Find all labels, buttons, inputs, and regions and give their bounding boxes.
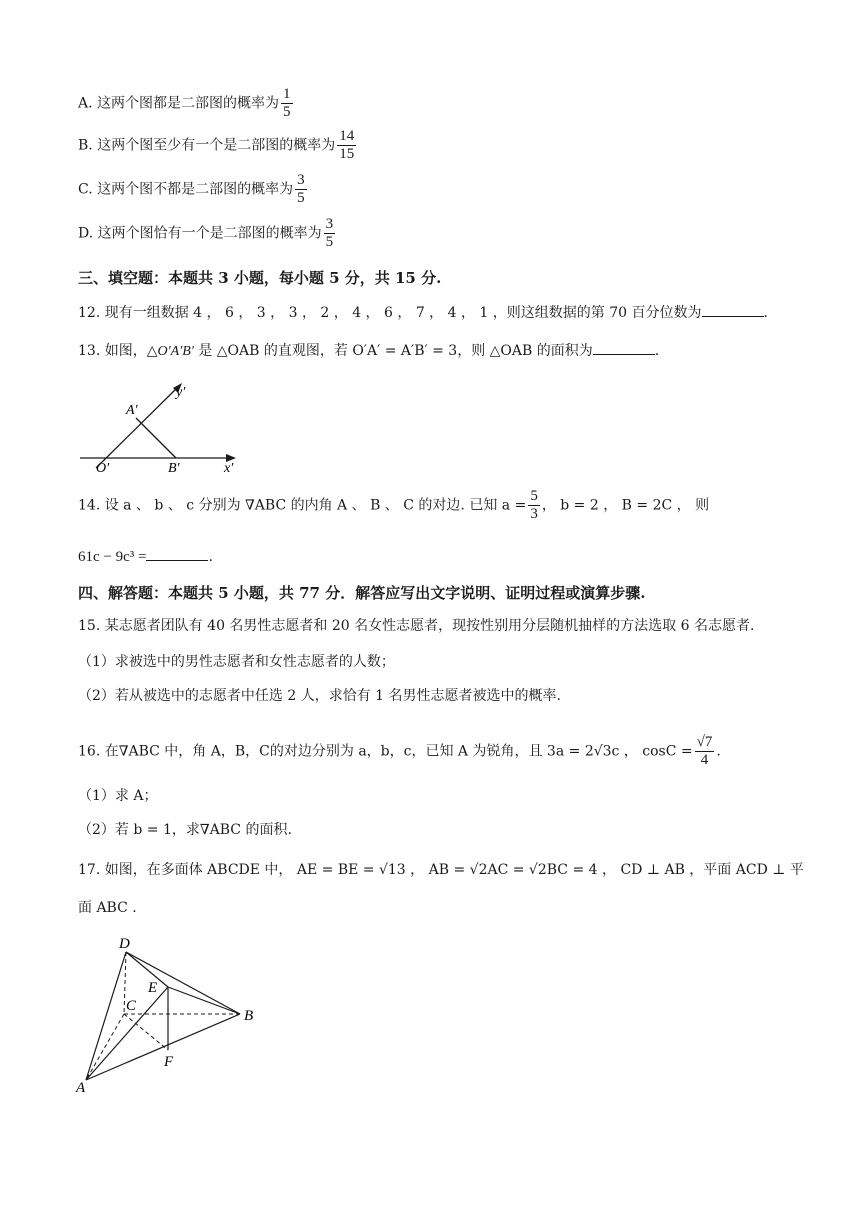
- question-14-line-2: [78, 546, 213, 567]
- period: .: [208, 549, 213, 565]
- period: .: [654, 343, 660, 359]
- option-a-fraction: [281, 86, 293, 121]
- question-14-text: 14. 设 a 、 b 、 c 分别为 ∇ABC 的内角 A 、 B 、 C 的对边. 已知 a =: [78, 497, 527, 514]
- label-b: B′: [168, 461, 180, 476]
- fraction-denominator: 4: [700, 752, 709, 768]
- fraction-numerator: √7: [696, 734, 713, 750]
- polyhedron-figure: [74, 932, 274, 1098]
- period: .: [763, 305, 768, 321]
- dashed-edge-c-f: [124, 1014, 168, 1050]
- label-y: y′: [176, 385, 186, 400]
- answer-blank: [146, 546, 208, 561]
- question-17-line-1: 17. 如图，在多面体 ABCDE 中， AE = BE = √13 ， AB = √2AC = √2BC = 4 ， CD ⊥ AB ，平面 ACD ⊥ 平: [78, 862, 804, 878]
- question-16-part-2: （2）若 b = 1，求∇ABC 的面积.: [78, 822, 292, 838]
- option-d: [78, 216, 337, 251]
- question-15: 15. 某志愿者团队有 40 名男性志愿者和 20 名女性志愿者，现按性别用分层随机抽样的方法选取 6 名志愿者.: [78, 618, 755, 634]
- question-17-line-2: 面 ABC .: [78, 900, 137, 916]
- question-14-line-1: [78, 488, 709, 523]
- fraction-denominator: 5: [325, 234, 334, 250]
- option-b-fraction: [337, 128, 356, 163]
- label-c: C: [126, 998, 137, 1014]
- edge-e-b: [168, 987, 240, 1014]
- period: .: [716, 743, 721, 760]
- question-12: [78, 302, 768, 323]
- edge-a-b: [86, 1014, 240, 1080]
- label-e: E: [148, 980, 158, 996]
- label-a: A: [76, 1080, 86, 1096]
- question-16-part-1: （1）求 A；: [78, 788, 158, 804]
- option-c-fraction: [295, 172, 307, 207]
- dashed-edge-c-a: [86, 1014, 124, 1080]
- option-d-fraction: [324, 216, 336, 251]
- option-c-text: C. 这两个图不都是二部图的概率为: [78, 181, 294, 198]
- fraction-numerator: 5: [530, 488, 538, 504]
- label-x: x′: [224, 461, 234, 476]
- label-o: O′: [96, 461, 110, 476]
- fraction-denominator: 15: [339, 146, 355, 162]
- question-16-text: 16. 在∇ABC 中，角 A，B，C的对边分别为 a，b，c，已知 A 为锐角，且 3a = 2√3c ， cosC =: [78, 743, 693, 760]
- fraction-denominator: 5: [297, 190, 305, 206]
- question-16-fraction: [695, 734, 715, 769]
- label-f: F: [164, 1054, 174, 1070]
- label-d: D: [119, 936, 130, 952]
- oblique-projection-figure: [76, 376, 246, 476]
- triangle-label: △O′A′B′: [146, 344, 194, 359]
- option-b: [78, 128, 358, 163]
- section-3-heading: 三、填空题：本题共 3 小题，每小题 5 分，共 15 分.: [78, 269, 442, 287]
- answer-blank: [702, 302, 764, 317]
- question-16: [78, 734, 721, 769]
- section-4-heading: 四、解答题：本题共 5 小题，共 77 分．解答应写出文字说明、证明过程或演算步骤.: [78, 584, 646, 602]
- fraction-denominator: 3: [530, 506, 538, 522]
- question-14-text-cont: ， b = 2 ， B = 2C ， 则: [541, 497, 710, 514]
- question-13: [78, 340, 659, 362]
- label-b: B: [244, 1008, 254, 1024]
- question-15-part-2: （2）若从被选中的志愿者中任选 2 人，求恰有 1 名男性志愿者被选中的概率.: [78, 688, 561, 704]
- fraction-denominator: 5: [283, 104, 291, 120]
- question-14-fraction: [528, 488, 540, 523]
- option-d-text: D. 这两个图恰有一个是二部图的概率为: [78, 225, 322, 242]
- option-c: [78, 172, 309, 207]
- fraction-numerator: 3: [325, 216, 334, 232]
- question-13-text: 是 △OAB 的直观图，若 O′A′ = A′B′ = 3，则 △OAB 的面积为: [193, 343, 593, 359]
- fraction-numerator: 14: [339, 128, 355, 144]
- edge-d-b: [126, 952, 240, 1014]
- edge-d-a: [86, 952, 126, 1080]
- fraction-numerator: 3: [297, 172, 305, 188]
- option-b-text: B. 这两个图至少有一个是二部图的概率为: [78, 137, 336, 154]
- option-a-text: A. 这两个图都是二部图的概率为: [78, 95, 280, 112]
- label-a: A′: [126, 403, 138, 418]
- segment-a-b: [136, 418, 176, 458]
- fraction-numerator: 1: [283, 86, 291, 102]
- y-axis-line: [96, 385, 180, 468]
- answer-blank: [593, 340, 655, 355]
- question-13-lead: 13. 如图，: [78, 343, 147, 359]
- question-15-part-1: （1）求被选中的男性志愿者和女性志愿者的人数；: [78, 654, 395, 670]
- option-a: [78, 86, 295, 121]
- question-12-text: 12. 现有一组数据 4 ， 6 ， 3 ， 3 ， 2 ， 4 ， 6 ， 7 ， 4 ， 1 ，则这组数据的第 70 百分位数为: [78, 305, 702, 321]
- question-14-expression: 61c − 9c³ =: [78, 549, 147, 565]
- edge-d-e: [126, 952, 168, 987]
